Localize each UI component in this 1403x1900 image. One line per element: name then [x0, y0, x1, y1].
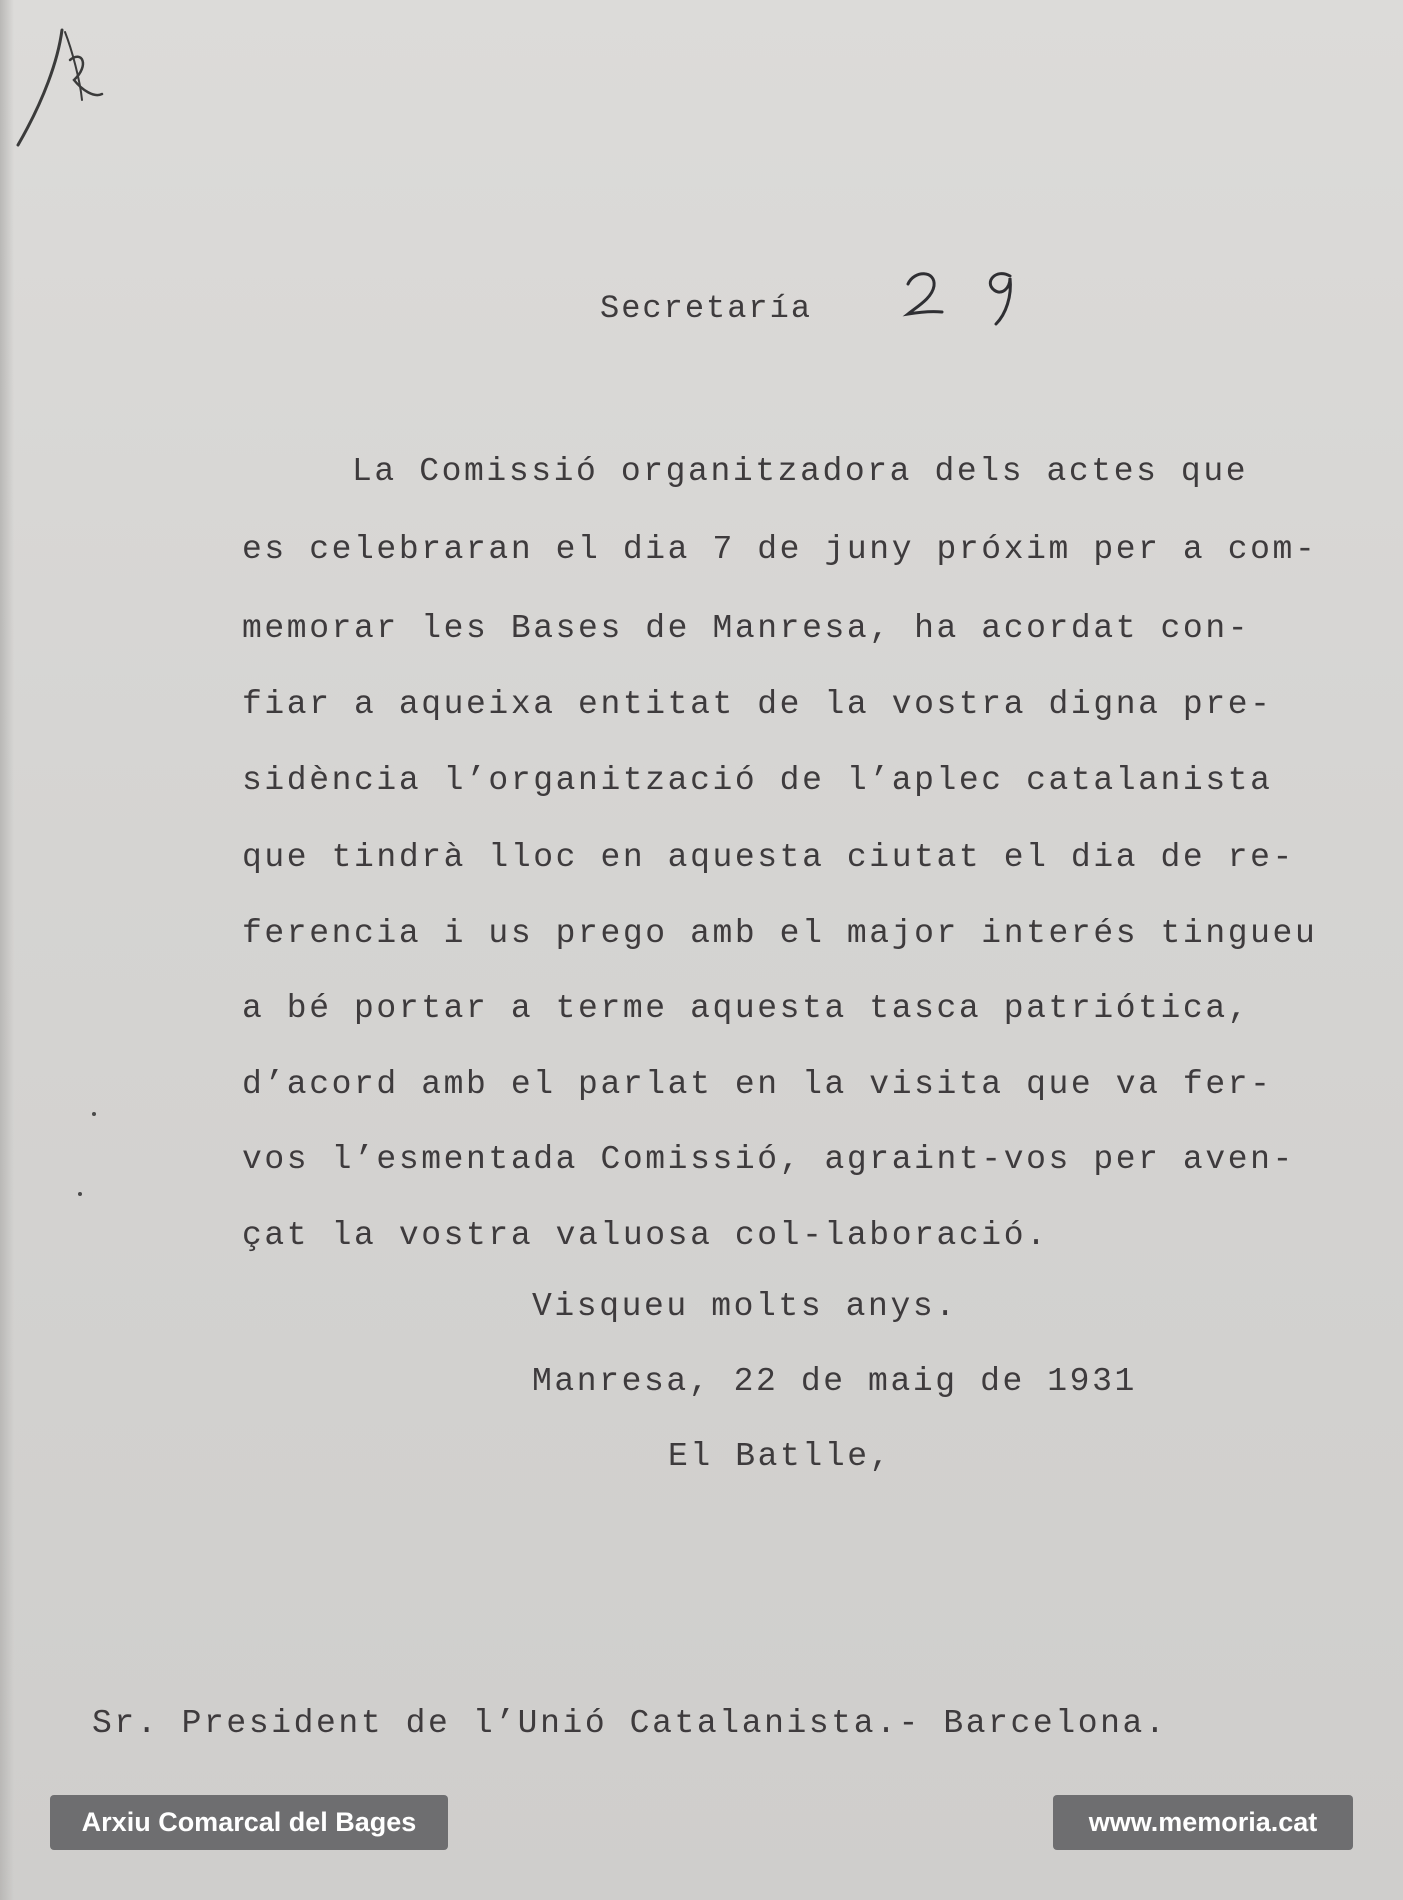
body-line: ferencia i us prego amb el major interés tingueu [242, 915, 1318, 952]
handwritten-corner-mark [10, 20, 110, 160]
archive-watermark: Arxiu Comarcal del Bages [50, 1795, 448, 1850]
signatory: El Batlle, [668, 1438, 893, 1475]
closing-salutation: Visqueu molts anys. [532, 1288, 958, 1325]
body-line: fiar a aqueixa entitat de la vostra digna pre- [242, 686, 1273, 723]
body-line: es celebraran el dia 7 de juny próxim per a com- [242, 531, 1318, 568]
heading-secretaria: Secretaría [600, 290, 813, 327]
recipient-address: Sr. President de l’Unió Catalanista.- Barcelona. [92, 1705, 1168, 1742]
paper-speck [78, 1192, 82, 1196]
place-date: Manresa, 22 de maig de 1931 [532, 1363, 1137, 1400]
body-line: a bé portar a terme aquesta tasca patriótica, [242, 990, 1251, 1027]
paper-speck [92, 1112, 96, 1116]
website-watermark: www.memoria.cat [1053, 1795, 1353, 1850]
handwritten-number [900, 262, 1030, 332]
body-line: vos l’esmentada Comissió, agraint-vos per aven- [242, 1141, 1295, 1178]
body-line: La Comissió organitzadora dels actes que [352, 453, 1249, 490]
page-edge-shadow [0, 0, 14, 1900]
body-line: sidència l’organització de l’aplec catalanista [242, 762, 1273, 799]
body-line: que tindrà lloc en aquesta ciutat el dia de re- [242, 839, 1295, 876]
body-line: memorar les Bases de Manresa, ha acordat con- [242, 610, 1251, 647]
body-line: çat la vostra valuosa col-laboració. [242, 1217, 1049, 1254]
body-line: d’acord amb el parlat en la visita que va fer- [242, 1066, 1273, 1103]
